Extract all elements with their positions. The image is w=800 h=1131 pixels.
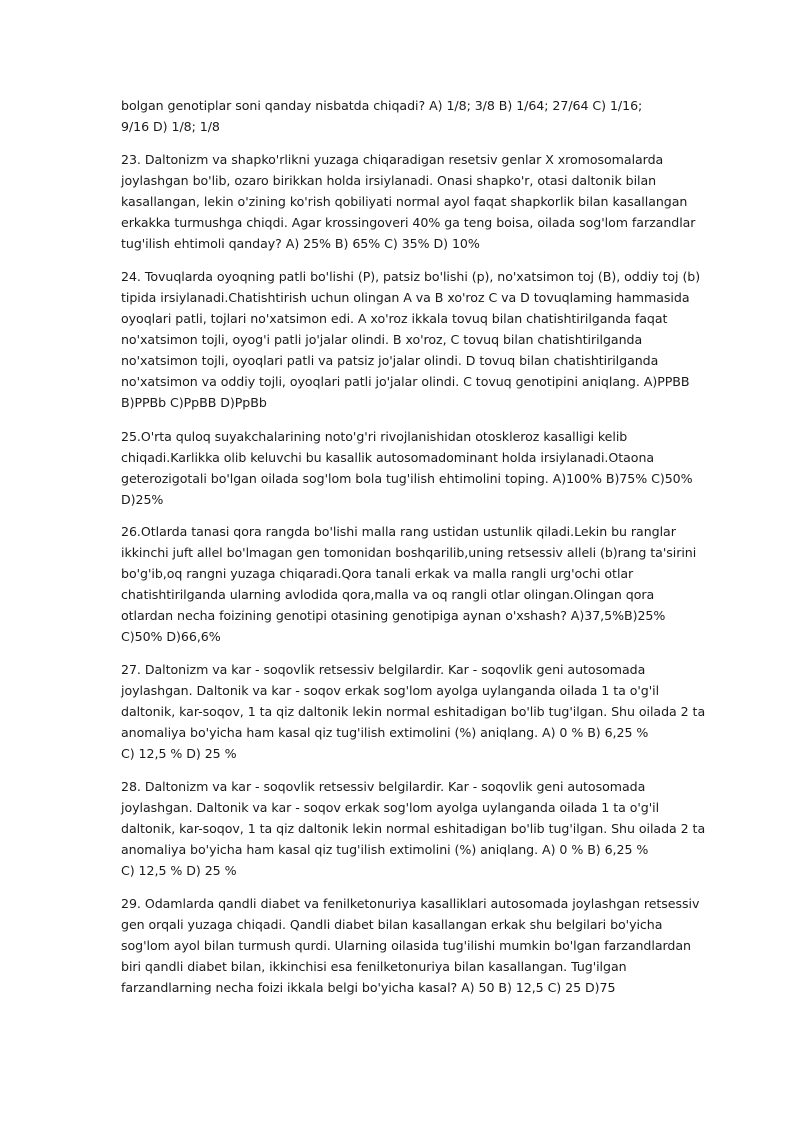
question-29: [121, 893, 700, 998]
text-line: gen orqali yuzaga chiqadi. Qandli diabet bilan kasallangan erkak shu belgilari bo'yicha: [121, 917, 663, 932]
text-line: farzandlarning necha foizi ikkala belgi bo'yicha kasal? A) 50 B) 12,5 C) 25 D)75: [121, 980, 616, 995]
text-line: no'xatsimon tojli, oyog'i patli jo'jalar olindi. B xo'roz, C tovuq bilan chatishtirilganda: [121, 332, 643, 347]
text-line: no'xatsimon tojli, oyoqlari patli va patsiz jo'jalar olindi. D tovuq bilan chatishtirilganda: [121, 353, 659, 368]
text-line: 29. Odamlarda qandli diabet va fenilketonuriya kasalliklari autosomada joylashgan retsessiv: [121, 896, 700, 911]
text-line: C)50% D)66,6%: [121, 629, 221, 644]
text-line: C) 12,5 % D) 25 %: [121, 863, 237, 878]
text-line: geterozigotali bo'lgan oilada sog'lom bola tug'ilish ehtimolini toping. A)100% B)75% C)50%: [121, 471, 693, 486]
text-line: joylashgan. Daltonik va kar - soqov erkak sog'lom ayolga uylanganda oilada 1 ta o'g'il: [121, 683, 660, 698]
question-26: [121, 521, 697, 647]
text-line: ikkinchi juft allel bo'lmagan gen tomonidan boshqarilib,uning retsessiv alleli (b)rang ta'sirini: [121, 545, 697, 560]
text-line: 25.O'rta quloq suyakchalarining noto'g'ri rivojlanishidan otoskleroz kasalligi kelib: [121, 429, 628, 444]
text-line: bo'g'ib,oq rangni yuzaga chiqaradi.Qora tanali erkak va malla rangli urg'ochi otlar: [121, 566, 634, 581]
text-line: tipida irsiylanadi.Chatishtirish uchun olingan A va B xo'roz C va D tovuqlaming hammasida: [121, 290, 690, 305]
question-24: [121, 266, 701, 413]
text-line: chatishtirilganda ularning avlodida qora,malla va oq rangli otlar olingan.Olingan qora: [121, 587, 655, 602]
question-27: [121, 659, 706, 764]
text-line: 27. Daltonizm va kar - soqovlik retsessiv belgilardir. Kar - soqovlik geni autosomada: [121, 662, 646, 677]
text-line: no'xatsimon va oddiy tojli, oyoqlari patli jo'jalar olindi. C tovuq genotipini aniqlang. A)PPBB: [121, 374, 690, 389]
text-line: 9/16 D) 1/8; 1/8: [121, 119, 220, 134]
text-line: D)25%: [121, 492, 164, 507]
text-line: B)PPBb C)PpBB D)PpBb: [121, 395, 267, 410]
text-line: erkakka turmushga chiqdi. Agar krossingoveri 40% ga teng boisa, oilada sog'lom farzandlar: [121, 215, 696, 230]
text-line: C) 12,5 % D) 25 %: [121, 746, 237, 761]
text-line: biri qandli diabet bilan, ikkinchisi esa fenilketonuriya bilan kasallangan. Tug'ilgan: [121, 959, 627, 974]
question-23: [121, 149, 696, 254]
text-line: anomaliya bo'yicha ham kasal qiz tug'ilish extimolini (%) aniqlang. A) 0 % B) 6,25 %: [121, 725, 649, 740]
text-line: 26.Otlarda tanasi qora rangda bo'lishi malla rang ustidan ustunlik qiladi.Lekin bu ranglar: [121, 524, 676, 539]
text-line: 24. Tovuqlarda oyoqning patli bo'lishi (P), patsiz bo'lishi (p), no'xatsimon toj (B), oddiy toj (b): [121, 269, 701, 284]
text-line: joylashgan bo'lib, ozaro birikkan holda irsiylanadi. Onasi shapko'r, otasi daltonik bilan: [121, 173, 657, 188]
text-line: anomaliya bo'yicha ham kasal qiz tug'ilish extimolini (%) aniqlang. A) 0 % B) 6,25 %: [121, 842, 649, 857]
text-line: oyoqlari patli, tojlari no'xatsimon edi. A xo'roz ikkala tovuq bilan chatishtirilganda faqat: [121, 311, 668, 326]
text-line: bolgan genotiplar soni qanday nisbatda chiqadi? A) 1/8; 3/8 B) 1/64; 27/64 C) 1/16;: [121, 98, 643, 113]
text-line: joylashgan. Daltonik va kar - soqov erkak sog'lom ayolga uylanganda oilada 1 ta o'g'il: [121, 800, 660, 815]
text-line: daltonik, kar-soqov, 1 ta qiz daltonik lekin normal eshitadigan bo'lib tug'ilgan. Shu oilada 2 ta: [121, 704, 706, 719]
question-28: [121, 776, 706, 881]
text-line: daltonik, kar-soqov, 1 ta qiz daltonik lekin normal eshitadigan bo'lib tug'ilgan. Shu oilada 2 ta: [121, 821, 706, 836]
text-line: tug'ilish ehtimoli qanday? A) 25% B) 65% C) 35% D) 10%: [121, 236, 480, 251]
text-line: 28. Daltonizm va kar - soqovlik retsessiv belgilardir. Kar - soqovlik geni autosomada: [121, 779, 646, 794]
paragraph-continuation: [121, 95, 691, 137]
text-line: sog'lom ayol bilan turmush qurdi. Ularning oilasida tug'ilishi mumkin bo'lgan farzandlardan: [121, 938, 691, 953]
text-line: kasallangan, lekin o'zining ko'rish qobiliyati normal ayol faqat shapkorlik bilan kasallangan: [121, 194, 688, 209]
text-line: chiqadi.Karlikka olib keluvchi bu kasallik autosomadominant holda irsiylanadi.Otaona: [121, 450, 655, 465]
text-line: 23. Daltonizm va shapko'rlikni yuzaga chiqaradigan resetsiv genlar X xromosomalarda: [121, 152, 664, 167]
question-25: [121, 426, 691, 510]
text-line: otlardan necha foizining genotipi otasining genotipiga aynan o'xshash? A)37,5%B)25%: [121, 608, 666, 623]
